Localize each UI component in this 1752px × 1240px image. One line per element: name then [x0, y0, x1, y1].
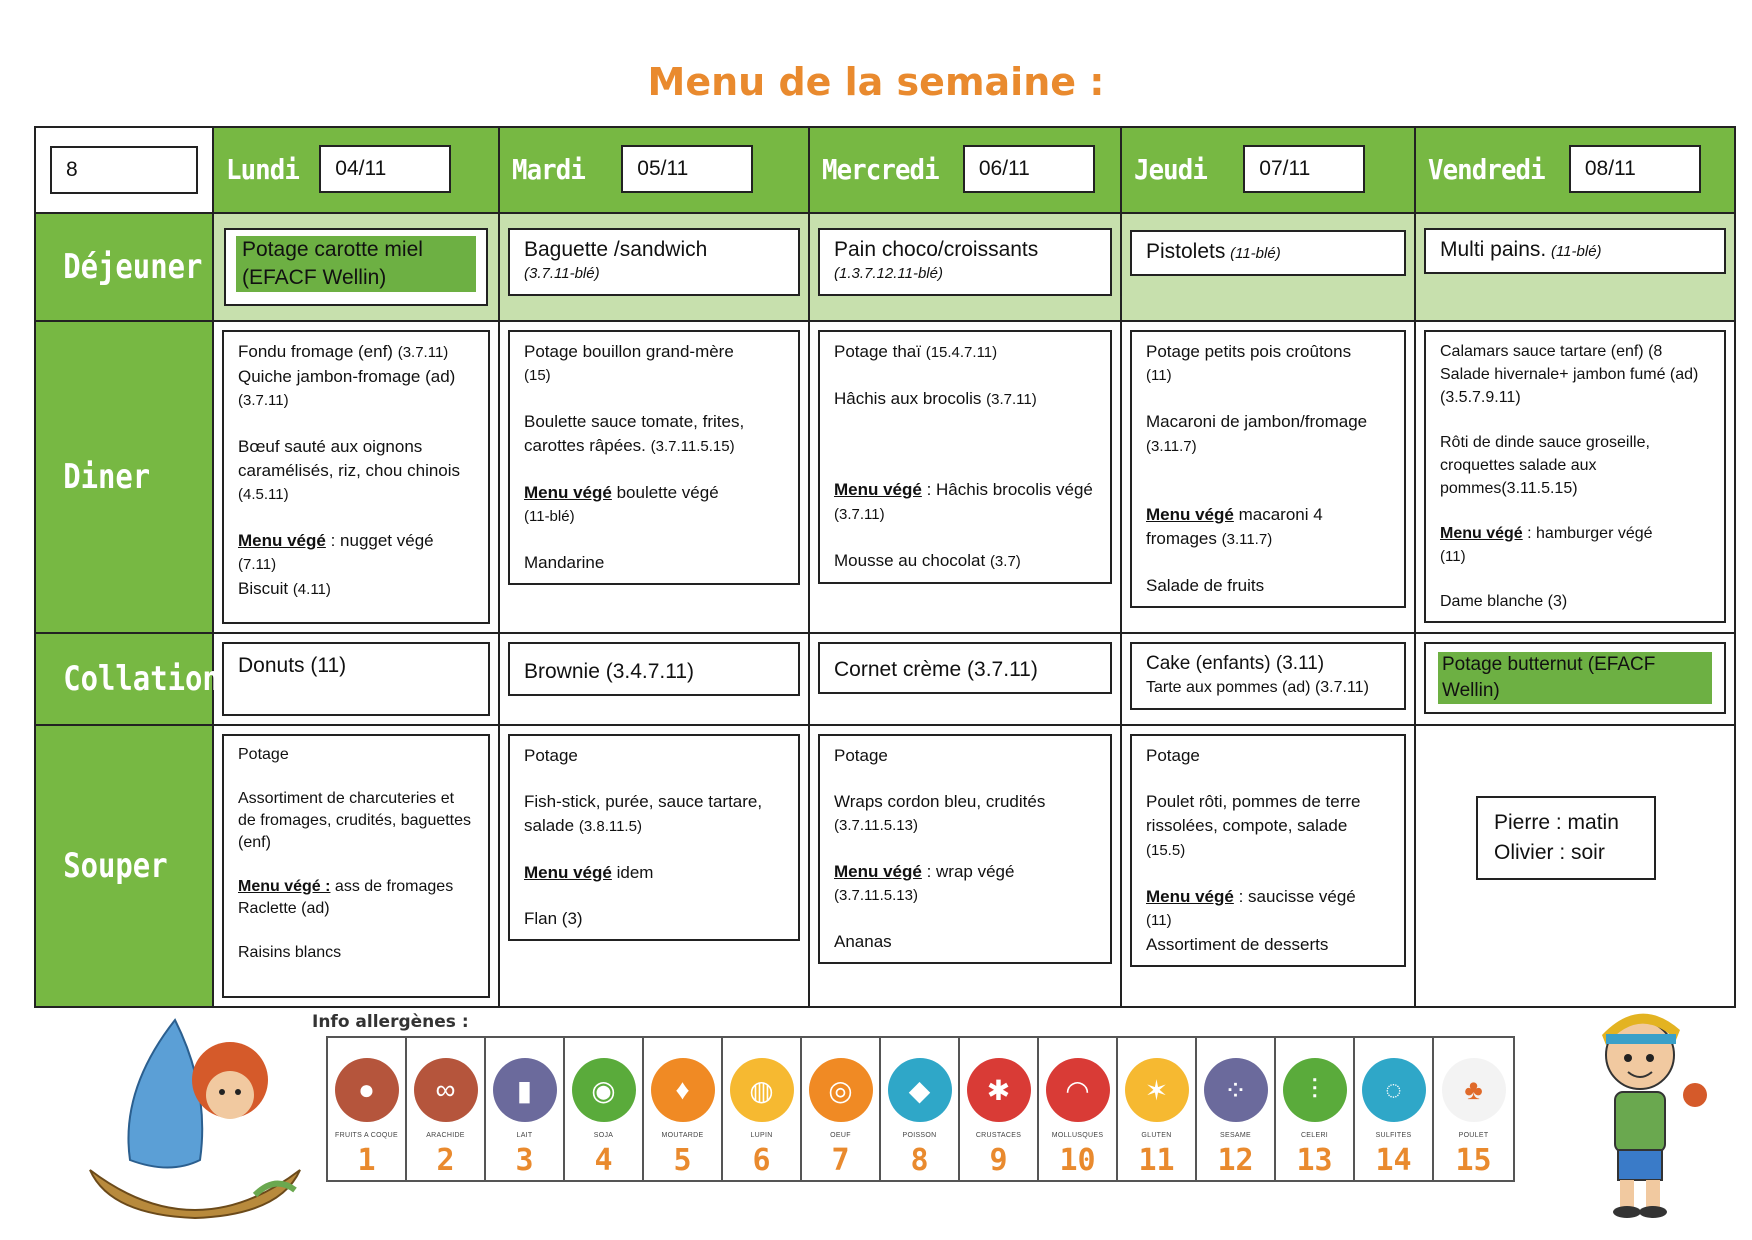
- allergen-number: 9: [989, 1143, 1008, 1178]
- allergen-number: 7: [831, 1143, 850, 1178]
- souper-lundi: Potage Assortiment de charcuteries et de fromages, crudités, baguettes (enf) Menu végé : ass de fromages Raclette (ad) Raisins blancs: [222, 734, 490, 998]
- allergen-name: SULFITES: [1375, 1132, 1412, 1139]
- row-label-collation: Collation: [63, 659, 220, 699]
- allergen-1: [328, 1038, 407, 1180]
- week-number: 8: [50, 146, 198, 194]
- allergen-name: LUPIN: [750, 1132, 773, 1139]
- dejeuner-mercredi: Pain choco/croissants: [834, 238, 1039, 261]
- row-label-souper: Souper: [63, 846, 168, 886]
- souper-mercredi: Potage Wraps cordon bleu, crudités (3.7.11.5.13) Menu végé : wrap végé (3.7.11.5.13) Ananas: [818, 734, 1112, 964]
- mustard-icon: ♦: [651, 1058, 715, 1122]
- soy-icon: ◉: [572, 1058, 636, 1122]
- dejeuner-lundi: Potage carotte miel (EFACF Wellin): [236, 236, 476, 292]
- dejeuner-mardi: Baguette /sandwich: [524, 238, 708, 261]
- allergen-7: [802, 1038, 881, 1180]
- allergen-number: 15: [1455, 1143, 1492, 1178]
- allergen-legend: [326, 1036, 1515, 1182]
- allergen-5: [644, 1038, 723, 1180]
- chicken-icon: ♣: [1442, 1058, 1506, 1122]
- nut-boat-mascot-icon: [80, 1000, 310, 1220]
- dejeuner-vendredi-allergens: (11-blé): [1550, 243, 1602, 260]
- crab-icon: ✱: [967, 1058, 1031, 1122]
- nut-icon: ●: [335, 1058, 399, 1122]
- allergen-4: [565, 1038, 644, 1180]
- allergen-name: LAIT: [516, 1132, 533, 1139]
- allergen-number: 13: [1296, 1143, 1333, 1178]
- allergen-14: [1355, 1038, 1434, 1180]
- allergen-number: 5: [673, 1143, 692, 1178]
- date-mercredi: 06/11: [963, 145, 1095, 193]
- souper-mardi: Potage Fish-stick, purée, sauce tartare, salade (3.8.11.5) Menu végé idem Flan (3): [508, 734, 800, 941]
- allergen-name: SOJA: [593, 1132, 614, 1139]
- collation-mardi: Brownie (3.4.7.11): [508, 642, 800, 696]
- allergen-15: [1434, 1038, 1513, 1180]
- date-mardi: 05/11: [621, 145, 753, 193]
- allergen-name: MOLLUSQUES: [1051, 1132, 1104, 1139]
- allergen-number: 12: [1217, 1143, 1254, 1178]
- diner-lundi: Fondu fromage (enf) (3.7.11) Quiche jambon-fromage (ad) (3.7.11) Bœuf sauté aux oignons caramélisés, riz, chou chinois (4.5.11) Menu végé : nugget végé (7.11) Biscuit (4.11): [222, 330, 490, 624]
- date-jeudi: 07/11: [1243, 145, 1365, 193]
- allergen-number: 8: [910, 1143, 929, 1178]
- allergen-number: 6: [752, 1143, 771, 1178]
- allergen-name: POISSON: [902, 1132, 937, 1139]
- date-lundi: 04/11: [319, 145, 451, 193]
- dejeuner-mercredi-allergens: (1.3.7.12.11-blé): [834, 265, 943, 282]
- peanut-icon: ∞: [414, 1058, 478, 1122]
- souper-jeudi: Potage Poulet rôti, pommes de terre rissolées, compote, salade (15.5) Menu végé : saucisse végé (11) Assortiment de desserts: [1130, 734, 1406, 967]
- collation-vendredi: Potage butternut (EFACF Wellin): [1438, 652, 1712, 704]
- row-label-diner: Diner: [63, 457, 151, 497]
- sulfite-icon: ◌: [1362, 1058, 1426, 1122]
- allergen-name: ARACHIDE: [426, 1132, 465, 1139]
- allergen-number: 3: [515, 1143, 534, 1178]
- allergen-name: POULET: [1458, 1132, 1489, 1139]
- day-mercredi: Mercredi: [822, 152, 939, 186]
- allergen-number: 10: [1059, 1143, 1096, 1178]
- shell-icon: ◠: [1046, 1058, 1110, 1122]
- dejeuner-mardi-allergens: (3.7.11-blé): [524, 265, 600, 282]
- page-title: Menu de la semaine :: [647, 60, 1105, 104]
- wheat-icon: ✶: [1125, 1058, 1189, 1122]
- allergen-name: FRUITS A COQUE: [335, 1132, 398, 1139]
- allergen-info-title: Info allergènes :: [312, 1012, 469, 1032]
- fish-icon: ◆: [888, 1058, 952, 1122]
- allergen-11: [1118, 1038, 1197, 1180]
- allergen-12: [1197, 1038, 1276, 1180]
- day-vendredi: Vendredi: [1428, 152, 1545, 186]
- allergen-10: [1039, 1038, 1118, 1180]
- staff-schedule: Pierre : matin Olivier : soir: [1476, 796, 1656, 880]
- allergen-9: [960, 1038, 1039, 1180]
- diner-vendredi: Calamars sauce tartare (enf) (8 Salade hivernale+ jambon fumé (ad)(3.5.7.9.11) Rôti de dinde sauce groseille, croquettes salade aux pommes(3.11.5.15) Menu végé : hamburger végé (11) Dame blanche (3): [1424, 330, 1726, 623]
- milk-icon: ▮: [493, 1058, 557, 1122]
- dejeuner-jeudi: Pistolets: [1146, 240, 1226, 263]
- day-mardi: Mardi: [512, 152, 585, 186]
- dejeuner-vendredi: Multi pains.: [1440, 238, 1547, 261]
- allergen-name: CELERI: [1300, 1132, 1329, 1139]
- allergen-name: GLUTEN: [1141, 1132, 1172, 1139]
- allergen-name: OEUF: [830, 1132, 851, 1139]
- allergen-3: [486, 1038, 565, 1180]
- boy-mascot-icon: [1580, 1000, 1720, 1220]
- collation-jeudi: Cake (enfants) (3.11) Tarte aux pommes (ad) (3.7.11): [1130, 642, 1406, 710]
- sesame-icon: ⁘: [1204, 1058, 1268, 1122]
- allergen-number: 4: [594, 1143, 613, 1178]
- allergen-2: [407, 1038, 486, 1180]
- diner-jeudi: Potage petits pois croûtons (11) Macaroni de jambon/fromage (3.11.7) Menu végé macaroni 4 fromages (3.11.7) Salade de fruits: [1130, 330, 1406, 608]
- allergen-13: [1276, 1038, 1355, 1180]
- allergen-name: CRUSTACES: [975, 1132, 1022, 1139]
- allergen-number: 11: [1138, 1143, 1175, 1178]
- allergen-name: SESAME: [1220, 1132, 1251, 1139]
- allergen-name: MOUTARDE: [661, 1132, 704, 1139]
- egg-icon: ◎: [809, 1058, 873, 1122]
- allergen-number: 14: [1375, 1143, 1412, 1178]
- collation-lundi: Donuts (11): [222, 642, 490, 716]
- diner-mercredi: Potage thaï (15.4.7.11) Hâchis aux brocolis (3.7.11) Menu végé : Hâchis brocolis végé (3.7.11) Mousse au chocolat (3.7): [818, 330, 1112, 584]
- lupin-icon: ◍: [730, 1058, 794, 1122]
- allergen-8: [881, 1038, 960, 1180]
- collation-mercredi: Cornet crème (3.7.11): [818, 642, 1112, 694]
- allergen-number: 1: [357, 1143, 376, 1178]
- row-label-dejeuner: Déjeuner: [63, 247, 203, 287]
- menu-table: [34, 126, 1736, 1008]
- diner-mardi: Potage bouillon grand-mère (15) Boulette sauce tomate, frites, carottes râpées. (3.7.11.5.15) Menu végé boulette végé (11-blé) Mandarine: [508, 330, 800, 585]
- celery-icon: ⫶: [1283, 1058, 1347, 1122]
- allergen-6: [723, 1038, 802, 1180]
- day-lundi: Lundi: [226, 152, 299, 186]
- day-jeudi: Jeudi: [1134, 152, 1207, 186]
- date-vendredi: 08/11: [1569, 145, 1701, 193]
- allergen-number: 2: [436, 1143, 455, 1178]
- dejeuner-jeudi-allergens: (11-blé): [1230, 245, 1281, 262]
